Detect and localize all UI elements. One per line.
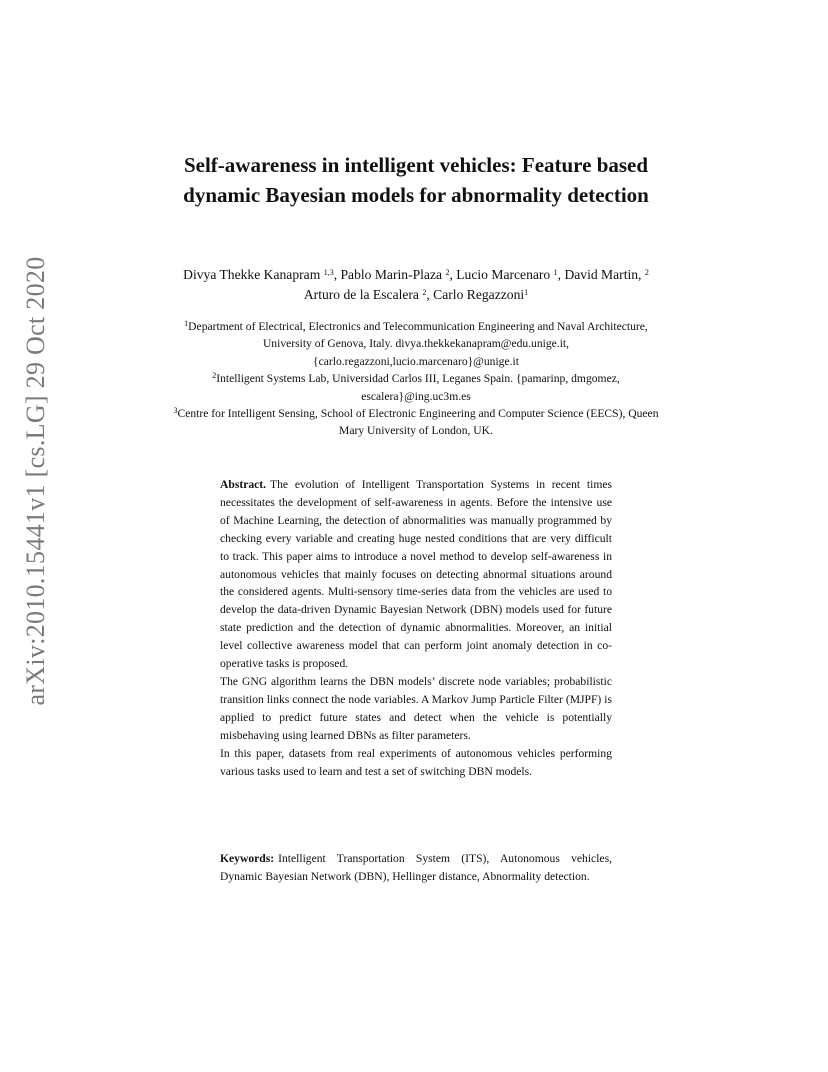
affiliation-text: Intelligent Systems Lab, Universidad Carlos III, Leganes Spain. {pamarinp, dmgomez, escalera}@ing.uc3m.es	[216, 372, 620, 403]
author-affiliation-mark: 1,3	[323, 268, 334, 277]
affiliation-item	[168, 318, 664, 370]
author-affiliation-mark: 1	[553, 268, 558, 277]
author-name: Pablo Marin-Plaza	[340, 267, 443, 282]
affiliation-mark: 3	[173, 406, 178, 416]
affiliation-item	[168, 370, 664, 405]
affiliations	[168, 318, 664, 440]
abstract-section	[220, 476, 612, 780]
arxiv-identifier: arXiv:2010.15441v1 [cs.LG] 29 Oct 2020	[21, 256, 50, 706]
author-name: David Martin,	[564, 267, 642, 282]
author-affiliation-mark: 2	[445, 268, 450, 277]
author-affiliation-mark: 2	[644, 268, 649, 277]
author-name: Lucio Marcenaro	[456, 267, 551, 282]
abstract-paragraph: In this paper, datasets from real experiments of autonomous vehicles performing various tasks used to learn and test a set of switching DBN models.	[220, 746, 612, 778]
arxiv-sidebar	[14, 256, 58, 706]
author-name: Divya Thekke Kanapram	[183, 267, 321, 282]
keywords-section	[220, 850, 612, 886]
author-affiliation-mark: 1	[524, 288, 529, 297]
author-name: Arturo de la Escalera	[303, 287, 419, 302]
affiliation-item	[168, 405, 664, 440]
affiliation-mark: 2	[212, 371, 217, 381]
keywords-label: Keywords:	[220, 852, 275, 865]
keywords-text: Intelligent Transportation System (ITS), Autonomous vehicles, Dynamic Bayesian Network (DBN), Hellinger distance, Abnormality detection.	[220, 852, 612, 883]
affiliation-mark: 1	[184, 319, 189, 328]
affiliation-text: Centre for Intelligent Sensing, School of Electronic Engineering and Computer Science (EECS), Queen Mary University of London, UK.	[177, 407, 659, 438]
author-name: Carlo Regazzoni	[433, 287, 525, 302]
abstract-label: Abstract.	[220, 478, 267, 491]
abstract-paragraph: The GNG algorithm learns the DBN models’ discrete node variables; probabilistic transition links connect the node variables. A Markov Jump Particle Filter (MJPF) is applied to predict future states and detect when the vehicle is potentially misbehaving using learned DBNs as filter parameters.	[220, 674, 612, 742]
abstract-text: The evolution of Intelligent Transportation Systems in recent times necessitates the development of self-awareness in agents. Before the intensive use of Machine Learning, the detection of abnormalities was manually programmed by checking every variable and creating huge nested conditions that are very difficult to track. This paper aims to introduce a novel method to develop self-awareness in autonomous vehicles that mainly focuses on detecting abnormal situations around the considered agents. Multi-sensory time-series data from the vehicles are used to develop the data-driven Dynamic Bayesian Network (DBN) models used for future state prediction and the detection of dynamic abnormalities. Moreover, an initial level collective awareness model that can perform joint anomaly detection in co-operative tasks is proposed.	[220, 478, 612, 671]
paper-title: Self-awareness in intelligent vehicles: Feature based dynamic Bayesian models for abnormality detection	[183, 153, 649, 207]
author-list: Divya Thekke Kanapram $^{1,3}$, Pablo Marin-Plaza $^2$, Lucio Marcenaro $^1$, David Martin, $^2$ Arturo de la Escalera $^2$, Carlo Regazzoni$^1$	[183, 267, 649, 302]
author-affiliation-mark: 2	[422, 288, 427, 297]
affiliation-text: Department of Electrical, Electronics and Telecommunication Engineering and Naval Architecture, University of Genova, Italy. divya.thekkekanapram@edu.unige.it, {carlo.regazzoni,lucio.marcenaro}@unige.it	[188, 320, 648, 368]
abstract-paragraph	[220, 476, 612, 673]
